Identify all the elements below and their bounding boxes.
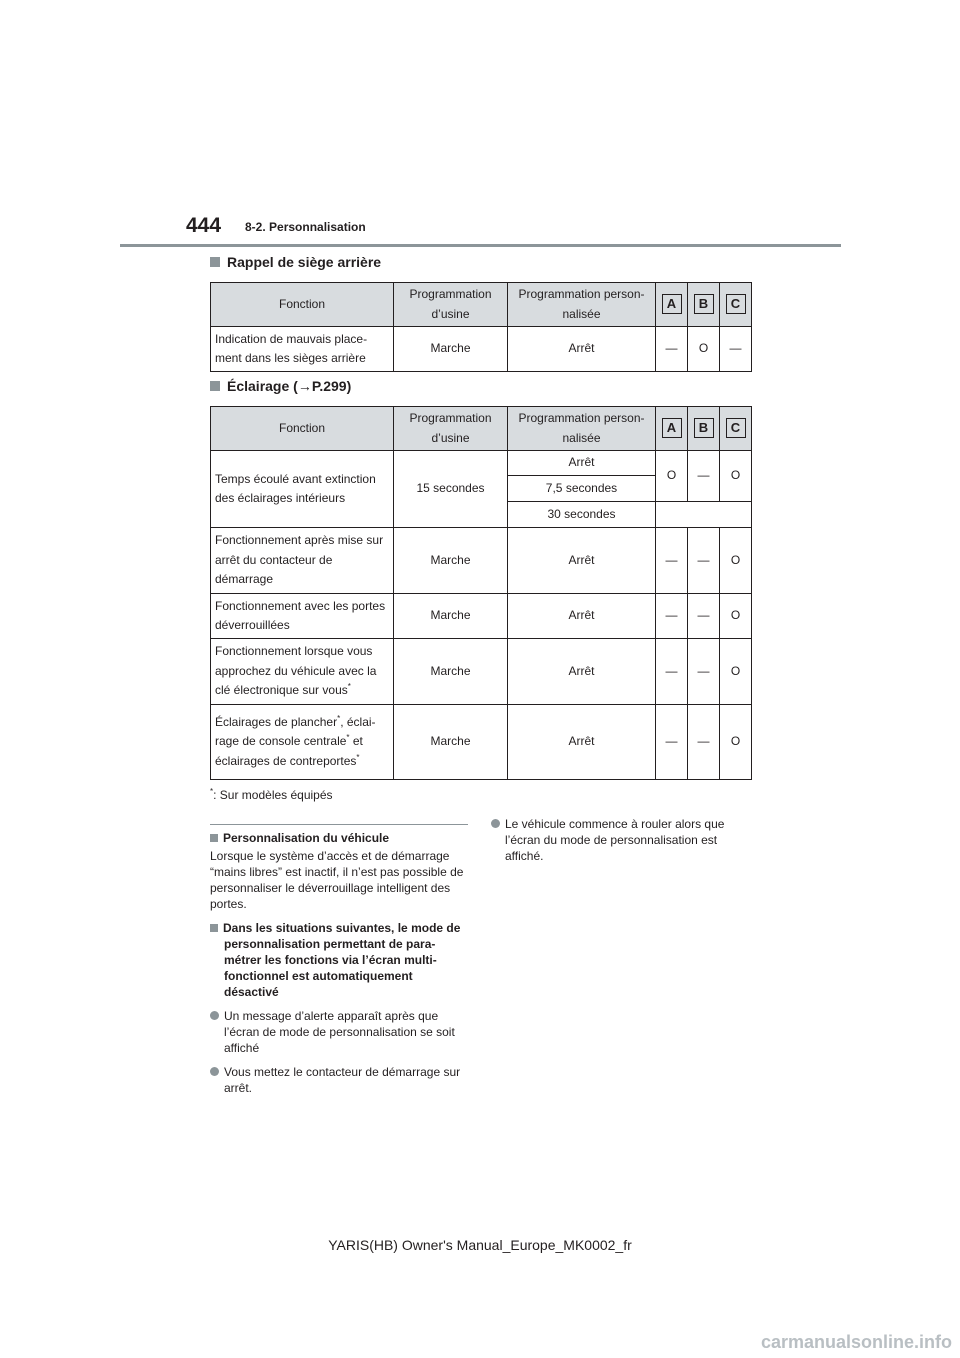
footnote [210,788,333,802]
list-item [491,816,751,864]
table-row [211,327,752,372]
block1-title-text: Personnalisation du véhicule [223,831,390,845]
cell-b: O [688,327,720,372]
cell-function: Fonctionnement avec les portes déverrouillées [211,594,394,639]
cell-b: — [688,639,720,705]
heading-rappel-siege [210,254,381,270]
right-column [491,816,751,872]
cell-custom: Arrêt [508,639,656,705]
col-b-label: B [694,294,714,314]
footnote-mark: * [210,787,214,796]
col-factory: Programmation d’usine [394,283,508,327]
footnote-mark: * [356,752,360,762]
table-rappel-siege [210,282,752,372]
table-header-row [211,407,752,451]
square-bullet-icon [210,834,218,842]
footer: YARIS(HB) Owner's Manual_Europe_MK0002_fr [328,1237,632,1253]
cell-custom-option: 30 secondes [508,502,656,528]
cell-custom-option: Arrêt [508,451,656,476]
cell-a: — [656,639,688,705]
page-number: 444 [186,214,222,237]
cell-factory: 15 secondes [394,451,508,528]
col-c-label: C [726,418,746,438]
cell-factory: Marche [394,594,508,639]
function-text: Fonctionnement lorsque vous approchez du véhicule avec la clé électronique sur vous [215,644,377,698]
cell-function [211,705,394,780]
col-function: Fonction [211,407,394,451]
cell-factory: Marche [394,705,508,780]
cell-a: — [656,327,688,372]
cell-b: — [688,705,720,780]
footnote-mark: * [337,713,341,723]
square-bullet-icon [210,381,220,391]
cell-custom: Arrêt [508,594,656,639]
cell-function [211,639,394,705]
cell-factory: Marche [394,639,508,705]
left-column [210,830,468,1104]
heading-text: Éclairage (→P.299) [227,378,352,394]
circle-bullet-icon [491,819,500,828]
cell-custom: Arrêt [508,528,656,594]
heading-eclairage [210,378,351,394]
watermark: carmanualsonline.info [760,1332,952,1352]
cell-custom-option: 7,5 secondes [508,476,656,502]
col-a-label: A [662,294,682,314]
cell-c: O [720,705,752,780]
cell-function: Temps écoulé avant extinction des éclairages intérieurs [211,451,394,528]
circle-bullet-icon [210,1067,219,1076]
cell-a: — [656,705,688,780]
cell-custom: Arrêt [508,705,656,780]
square-bullet-icon [210,257,220,267]
block2-title-text: Dans les situations suivantes, le mode de personnalisation permettant de para-métrer les fonctions via l’écran multi-fonctionnel est automatiquement désactivé [223,921,461,999]
block1-text: Lorsque le système d’accès et de démarrage “mains libres” est inactif, il n’est pas possible de personnaliser le déverrouillage intelligent des portes. [210,849,464,911]
footnote-text: : Sur modèles équipés [213,788,333,802]
cell-c: O [720,451,752,502]
square-bullet-icon [210,924,218,932]
list-item [210,1064,468,1096]
cell-b: — [688,594,720,639]
table-row [211,451,752,476]
table-row [211,594,752,639]
cell-a: — [656,594,688,639]
function-text: Éclairages de plancher [215,714,338,729]
cell-c: O [720,639,752,705]
cell-c: — [720,327,752,372]
cell-function: Fonctionnement après mise sur arrêt du contacteur de démarrage [211,528,394,594]
cell-factory: Marche [394,327,508,372]
circle-bullet-icon [210,1011,219,1020]
cell-b: — [688,528,720,594]
block2-title [210,920,468,1000]
cell-a: — [656,528,688,594]
col-c-label: C [726,294,746,314]
list-item [210,1008,468,1056]
col-a-label: A [662,418,682,438]
footnote-mark: * [346,733,350,743]
cell-c: O [720,528,752,594]
table-row [211,639,752,705]
cell-function: Indication de mauvais place-ment dans les sièges arrière [211,327,394,372]
bullet-text: Vous mettez le contacteur de démarrage sur arrêt. [224,1065,461,1095]
heading-text: Rappel de siège arrière [227,254,382,270]
cell-custom: Arrêt [508,327,656,372]
col-custom: Programmation person-nalisée [508,283,656,327]
bullet-text: Le véhicule commence à rouler alors que l’écran du mode de personnalisation est affiché. [505,817,725,863]
function-text: et éclairages de contreportes [215,734,363,768]
col-b-label: B [694,418,714,438]
col-custom: Programmation person-nalisée [508,407,656,451]
footnote-mark: * [347,682,351,692]
block1-title [210,830,468,846]
cell-empty [656,502,752,528]
table-row [211,528,752,594]
col-factory: Programmation d’usine [394,407,508,451]
header-rule [120,244,841,247]
cell-b: — [688,451,720,502]
table-eclairage [210,406,752,780]
cell-a: O [656,451,688,502]
col-function: Fonction [211,283,394,327]
section-title: 8-2. Personnalisation [245,220,366,234]
table-header-row [211,283,752,327]
function-text: , éclai-rage de console centrale [215,714,376,749]
cell-c: O [720,594,752,639]
table-row [211,705,752,780]
cell-factory: Marche [394,528,508,594]
bullet-text: Un message d’alerte apparaît après que l’écran de mode de personnalisation se soit affiché [224,1009,455,1055]
column-rule [210,824,468,825]
